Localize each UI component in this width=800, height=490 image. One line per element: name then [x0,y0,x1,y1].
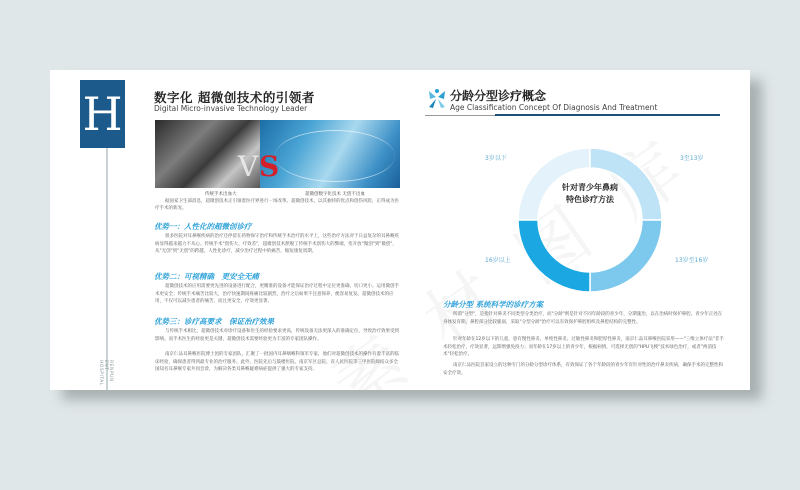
dna-wave-graphic [275,130,395,182]
spine-hospital-name: RENPUN ENT HOSPITAL [98,360,113,386]
vs-letter-s: S [259,150,280,183]
label-13-to-16: 13岁至16岁 [675,257,709,264]
vs-letter-v: V [238,150,259,183]
donut-center-label [555,182,625,206]
left-page-subtitle: Digital Micro-invasive Technology Leader [154,104,308,113]
label-over-16: 16岁以上 [485,257,511,264]
section-heading-3: 优势三：诊疗高要求 保证治疗效果 [154,317,274,326]
title-rule-grey [425,115,495,116]
section-paragraph: 南京仁品耳鼻喉医院博士团的专家团队，汇聚了一批国内耳鼻咽喉科领军专家，他们对超微创技术的操作有着丰富的临床经验，确保患者得到最专业的治疗服务。此外，医院先后与鼓楼医院、南京军区总院、省人民医院等三甲医院缔结众多全国知名耳鼻喉专家共同会诊，为解决各类耳鼻喉疑难病症提供了强大的专家支持。 [155,352,399,372]
intro-paragraph: 据国家卫生部消息，超微创技术正引领着医疗界进行一场改革。超微创技术，以其独特的优点和创伤风险，正得成为医疗手术的新宠。 [155,199,399,211]
right-page-title: 分龄分型诊疗概念 [450,89,547,103]
caption-left: 传统手术出血大 [205,192,237,197]
right-page-subtitle: Age Classification Concept Of Diagnosis And Treatment [450,103,658,112]
caption-right: 超微创数字化技术 无创不出血 [305,192,365,197]
segment-over-16 [518,220,590,292]
right-paragraph: 所谓"分型"，是指针对鼻炎不同类型分类治疗，而"分龄"则是针对不同年龄段的青少年，分期施治，以在治病时保护鼻腔。青少年正处在身体发育期，鼻腔部分比较脆弱，采取"分型分龄"治疗可以有效保护鼻腔组织及鼻腔结构的完整性。 [443,312,723,325]
center-label-line-2: 特色诊疗方法 [566,195,614,204]
label-under-3: 3岁以下 [485,155,507,162]
right-section-heading: 分龄分型 系统科学的诊疗方案 [443,300,544,309]
brochure-spread [50,70,750,390]
section-paragraph: 超微创技术的应用需要更先进的设备进行配合，更精准的设备才能保证治疗过程中定位更准确、切口更小。运用微创手术更安全；传统手术痛苦比较大，治疗快速期间疼痛比较剧烈，治疗之后如果不注意保养，便容易复发。超微创技术的应用，不仅可以减少患者的痛苦，而且更安全，疗效更显著。 [155,284,399,304]
age-classification-donut-chart [508,138,672,302]
left-page-title: 数字化 超微创技术的引领者 [154,90,315,105]
section-heading-1: 优势一：人性化的超微创诊疗 [154,222,252,231]
section-paragraph: 与传统手术相比，超微创技术对诊疗设备和医生的经验要求更高，传统设备无法更深入的准确定位，导致治疗效果受到影响。而手术医生的经验更是关键，超微创技术需要经验更为丰富的专家团队操作。 [155,329,399,342]
section-heading-2: 优势二：可视精确 更安全无痛 [154,272,259,281]
hospital-logo-block: H [80,80,125,148]
label-3-to-13: 3至13岁 [680,155,704,162]
vertical-divider [106,148,108,390]
flower-logo-icon [426,87,448,109]
right-paragraph: 南京仁品医院首家设立的这种专门的分龄分型诊疗体系，有效保证了各个年龄段的青少年有针对性的治疗鼻炎疾病，确保手术的完整性和安全疗效。 [443,363,723,376]
section-paragraph: 很多医院对耳鼻喉疾病的治疗还停留在药物保守治疗和传统手术治疗的水平上，这些治疗方法对于日益复杂的耳鼻喉疾病显得越来越力不从心。传统手术"创伤大、疗效差"，超微创技术摆脱了传统手术创伤大的弊端，变开放"微创"到"微创"，从"无创"到"无创"的跨越，人性化诊疗，减少治疗过程中的痛苦，缩短康复周期。 [155,234,399,254]
segment-13-to-16 [590,220,662,292]
center-label-line-1: 针对青少年鼻病 [562,183,618,192]
right-paragraph: 针对年龄在12岁以下的儿童，患有慢性鼻炎、单纯性鼻炎、过敏性鼻炎和肥厚性鼻炎，南京仁品耳鼻喉医院采用——"三维立体疗法"非手术轻松治疗，疗效显著，远期增强免疫力；而年龄在17岁以上的青少年，根据病情，可选择无创的"HPU飞梭"技术绿色治疗，或者"两消技术"轻松治疗。 [443,337,724,357]
title-rule-blue [495,114,720,116]
